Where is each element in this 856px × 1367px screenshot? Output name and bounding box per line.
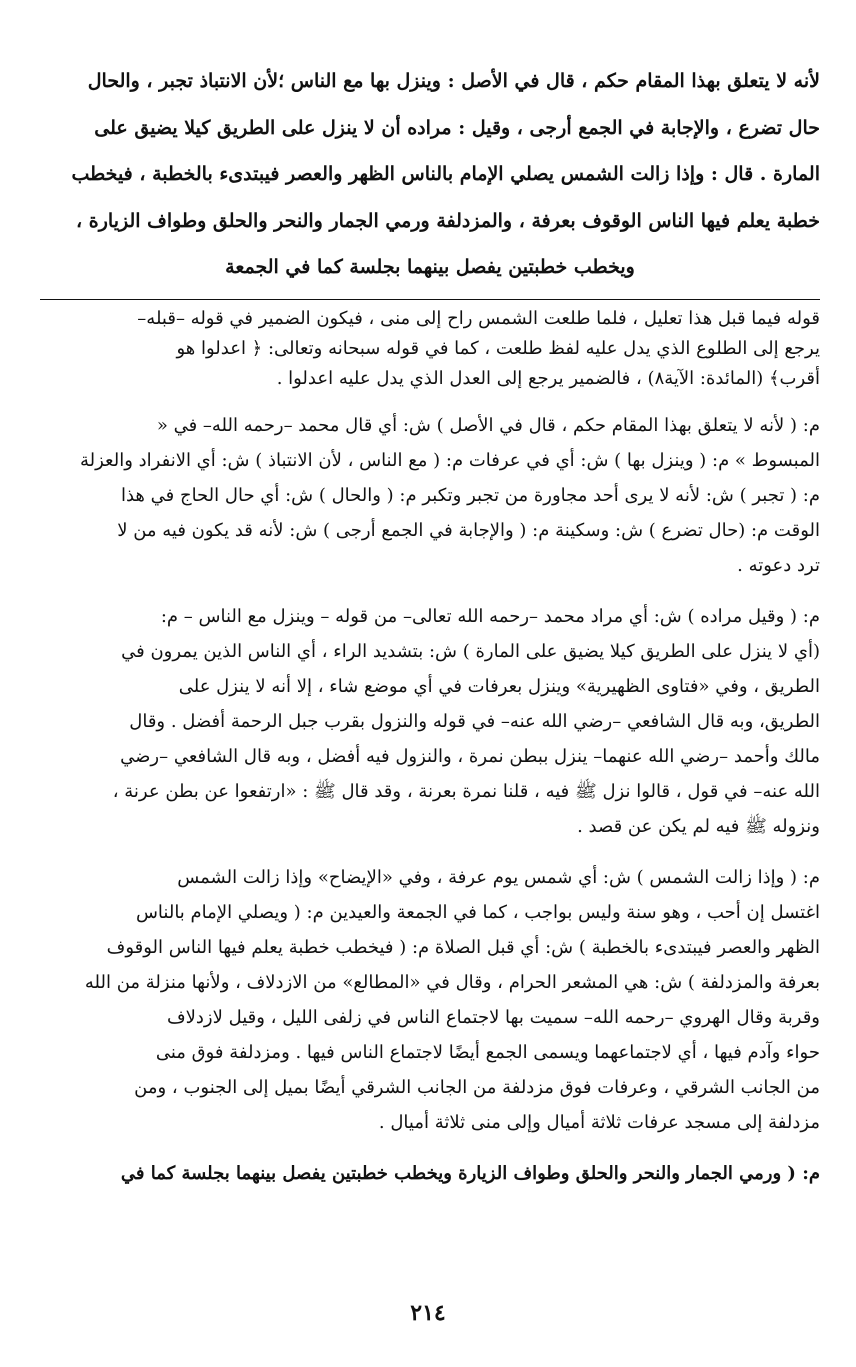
book-page [40, 58, 820, 1191]
commentary-line: الوقت م: (حال تضرع ) ش: وسكينة م: ( والإجابة في الجمع أرجى ) ش: لأنه قد يكون فيه من لا [117, 519, 820, 541]
commentary-line: مالك وأحمد –رضي الله عنهما– ينزل ببطن نمرة ، والنزول فيه أفضل ، وبه قال الشافعي –رضي [120, 745, 820, 767]
commentary-line: الظهر والعصر فيبتدىء بالخطبة ) ش: أي قبل الصلاة م: ( فيخطب خطبة يعلم فيها الناس الوقوف [106, 936, 820, 958]
commentary-line: م: ( وقيل مراده ) ش: أي مراد محمد –رحمه الله تعالى– من قوله – وينزل مع الناس – م: [160, 605, 820, 627]
commentary-line: م: ( ورمي الجمار والنحر والحلق وطواف الزيارة ويخطب خطبتين يفصل بينهما بجلسة كما في [120, 1162, 820, 1184]
commentary-line: من الجانب الشرقي ، وعرفات فوق مزدلفة من الجانب الشرقي أيضًا بميل إلى الجنوب ، ومن [134, 1076, 820, 1098]
commentary-paragraph [40, 860, 820, 1140]
commentary-line: م: ( لأنه لا يتعلق بهذا المقام حكم ، قال في الأصل ) ش: أي قال محمد –رحمه الله– في « [156, 414, 820, 436]
separator-line [40, 299, 820, 300]
commentary-line: م: ( تجبر ) ش: لأنه لا يرى أحد مجاورة من تجبر وتكبر م: ( والحال ) ش: أي حال الحاج في هذا [120, 484, 820, 506]
footnote-line: قوله فيما قبل هذا تعليل ، فلما طلعت الشمس راح إلى منى ، فيكون الضمير في قوله –قبله– [137, 307, 820, 329]
commentary-line: اغتسل إن أحب ، وهو سنة وليس بواجب ، كما في الجمعة والعيدين م: ( ويصلي الإمام بالناس [135, 901, 820, 923]
main-text-matn [40, 58, 820, 291]
commentary-line: مزدلفة إلى مسجد عرفات ثلاثة أميال وإلى منى ثلاثة أميال . [378, 1111, 820, 1133]
matn-line: ويخطب خطبتين يفصل بينهما بجلسة كما في الجمعة [225, 256, 635, 278]
footnote-line: يرجع إلى الطلوع الذي يدل عليه لفظ طلعت ، كما في قوله سبحانه وتعالى: ﴿ اعدلوا هو [176, 337, 820, 359]
matn-line: حال تضرع ، والإجابة في الجمع أرجى ، وقيل : مراده أن لا ينزل على الطريق كيلا يضيق على [94, 116, 820, 139]
page-number: ٢١٤ [410, 1300, 446, 1326]
commentary-paragraph [40, 1156, 820, 1191]
commentary-line: المبسوط » م: ( وينزل بها ) ش: أي في عرفات م: ( مع الناس ، لأن الانتباذ ) ش: أي الانفراد والعزلة [79, 449, 820, 471]
commentary-line: الطريق، وبه قال الشافعي –رضي الله عنه– في قوله والنزول بقرب جبل الرحمة أفضل . وقال [129, 710, 820, 732]
matn-line: المارة . قال : وإذا زالت الشمس يصلي الإمام بالناس الظهر والعصر فيبتدىء بالخطبة ، فيخطب [71, 163, 820, 185]
commentary-paragraph [40, 599, 820, 844]
footnote-line: أقرب﴾ (المائدة: الآية٨) ، فالضمير يرجع إلى العدل الذي يدل عليه اعدلوا . [276, 367, 820, 389]
commentary-line: الطريق ، وفي «فتاوى الظهيرية» وينزل بعرفات في أي موضع شاء ، إلا أنه لا ينزل على [178, 675, 820, 697]
commentary-line: بعرفة والمزدلفة ) ش: هي المشعر الحرام ، وقال في «المطالع» من الازدلاف ، ولأنها منزلة من الله [84, 971, 820, 993]
commentary-line: وقربة وقال الهروي –رحمه الله– سميت بها لاجتماع الناس في زلفى الليل ، وقيل لازدلاف [166, 1006, 820, 1028]
commentary-line: م: ( وإذا زالت الشمس ) ش: أي شمس يوم عرفة ، وفي «الإيضاح» وإذا زالت الشمس [177, 866, 820, 888]
matn-line: خطبة يعلم فيها الناس الوقوف بعرفة ، والمزدلفة ورمي الجمار والنحر والحلق وطواف الزيارة ، [76, 209, 820, 232]
footnote-block [40, 304, 820, 394]
commentary-line: (أي لا ينزل على الطريق كيلا يضيق على المارة ) ش: بتشديد الراء ، أي الناس الذين يمرون في [121, 640, 820, 662]
matn-line: لأنه لا يتعلق بهذا المقام حكم ، قال في الأصل : وينزل بها مع الناس ؛لأن الانتباذ تجبر ، والحال [87, 70, 820, 92]
commentary-paragraph [40, 408, 820, 583]
commentary-line: ونزوله ﷺ فيه لم يكن عن قصد . [577, 815, 820, 837]
commentary-line: الله عنه– في قول ، قالوا نزل ﷺ فيه ، قلنا نمرة بعرنة ، وقد قال ﷺ : «ارتفعوا عن بطن عرنة ، [112, 780, 820, 802]
commentary-line: ترد دعوته . [737, 554, 820, 576]
commentary-line: حواء وآدم فيها ، أي لاجتماعهما ويسمى الجمع أيضًا لاجتماع الناس فيها . ومزدلفة فوق منى [155, 1041, 820, 1063]
